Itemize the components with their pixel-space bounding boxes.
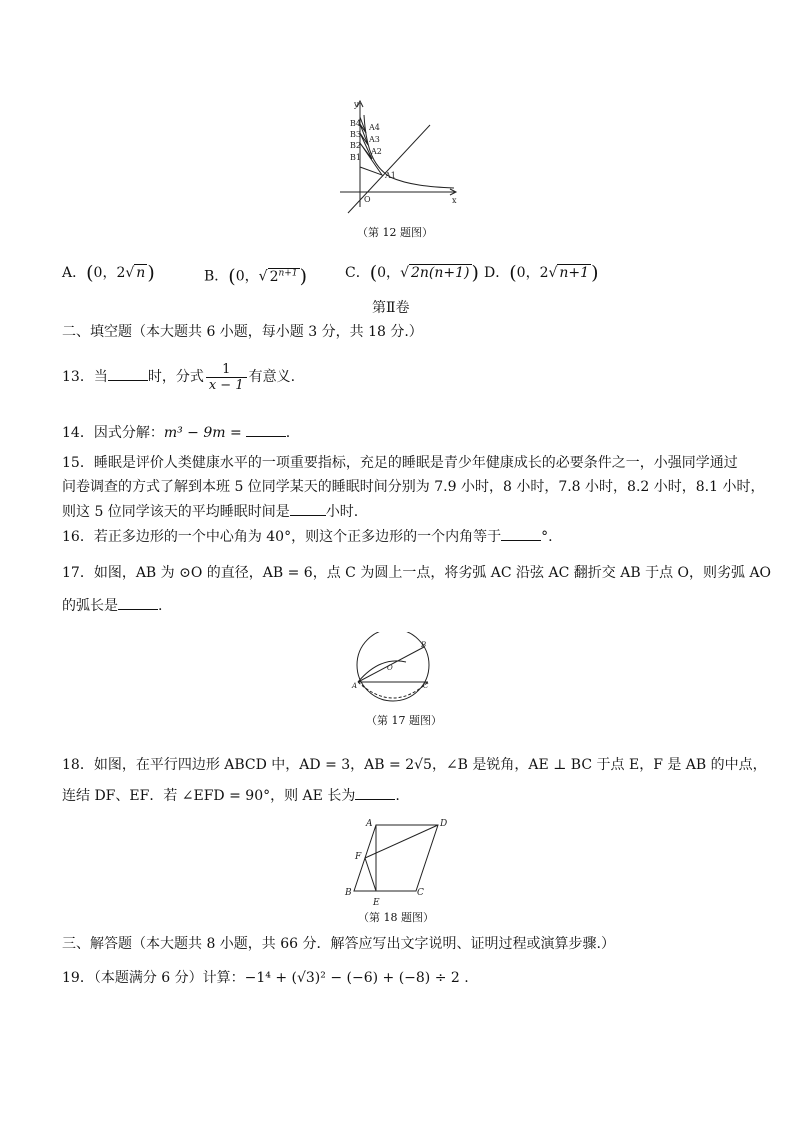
question-16: 16．若正多边形的一个中心角为 40°，则这个正多边形的一个内角等于 °. [62,526,553,547]
question-15-line-1: 15．睡眠是评价人类健康水平的一项重要指标，充足的睡眠是青少年健康成长的必要条件之一，小强同学通过 [62,455,738,471]
option-c[interactable]: C．(0，√ 2n(n+1) ) [345,262,479,284]
label-b3: B3 [350,130,361,139]
answer-blank-18[interactable] [355,785,395,800]
label-b: B [421,641,427,649]
label-x: x [452,196,457,205]
label-f: F [355,852,362,862]
figure-17 [350,632,440,702]
answer-blank-13[interactable] [108,366,148,381]
label-e: E [373,898,380,907]
fraction: $\frac{1}{x - 1}$ [206,362,247,393]
option-a[interactable]: A．(0，2√ n ) [62,262,155,284]
label-c: C [423,682,429,690]
label-b4: B4 [350,119,361,128]
label-c: C [417,888,424,898]
section-3-title: 三、解答题（本大题共 8 小题，共 66 分．解答应写出文字说明、证明过程或演算步骤.） [62,936,615,952]
label-a4: A4 [369,123,380,132]
figure-12-caption: （第 12 题图） [357,226,433,239]
figure-12 [330,95,465,215]
folded-arc [358,661,406,682]
question-13: 13．当 时，分式 $\frac{1}{x - 1}$ 有意义. [62,361,296,393]
option-d[interactable]: D．(0，2√ n+1 ) [484,262,599,284]
answer-blank-14[interactable] [246,422,286,437]
figure-18-caption: （第 18 题图） [358,911,434,924]
segment-ef [365,858,376,891]
label-a: A [352,682,358,690]
figure-17-caption: （第 17 题图） [366,714,442,727]
question-17-line-2: 的弧长是 . [62,595,162,616]
answer-blank-15[interactable] [290,501,326,516]
volume-title: 第Ⅱ卷 [372,300,410,316]
label-b1: B1 [350,153,361,162]
question-17-line-1: 17．如图，AB 为 ⊙O 的直径，AB = 6，点 C 为圆上一点，将劣弧 AC 沿弦 AC 翻折交 AB 于点 O，则劣弧 AO [62,565,772,581]
label-y: y [354,100,359,109]
label-o: O [364,195,371,204]
label-a2: A2 [371,147,382,156]
parallelogram-abcd [354,825,438,891]
circle-o [357,632,429,701]
label-d: D [440,819,448,829]
question-14: 14．因式分解：m³ − 9m = . [62,422,290,443]
label-b: B [345,888,352,898]
question-18-line-2: 连结 DF、EF．若 ∠EFD = 90°，则 AE 长为 . [62,785,400,806]
question-19: 19．（本题满分 6 分）计算：−1⁴ + (√3)² − (−6) + (−8) ÷ 2 . [62,970,469,986]
answer-blank-16[interactable] [501,526,541,541]
label-b2: B2 [350,141,361,150]
figure-18 [340,815,455,907]
label-a: A [366,819,373,829]
option-b[interactable]: B．(0，√ $2^{n+1}$ ) [204,265,307,288]
question-18-line-1: 18．如图，在平行四边形 ABCD 中，AD = 3，AB = 2√5，∠B 是锐角，AE ⊥ BC 于点 E，F 是 AB 的中点， [62,757,767,773]
question-15-line-3: 则这 5 位同学该天的平均睡眠时间是 小时. [62,501,358,522]
question-15-line-2: 问卷调查的方式了解到本班 5 位同学某天的睡眠时间分别为 7.9 小时，8 小时，7.8 小时，8.2 小时，8.1 小时， [62,479,765,495]
label-a3: A3 [369,135,380,144]
original-arc-dashed [358,682,428,698]
answer-blank-17[interactable] [118,595,158,610]
section-2-title: 二、填空题（本大题共 6 小题，每小题 3 分，共 18 分.） [62,324,423,340]
label-a1: A1 [385,171,396,180]
label-o: O [387,664,393,672]
